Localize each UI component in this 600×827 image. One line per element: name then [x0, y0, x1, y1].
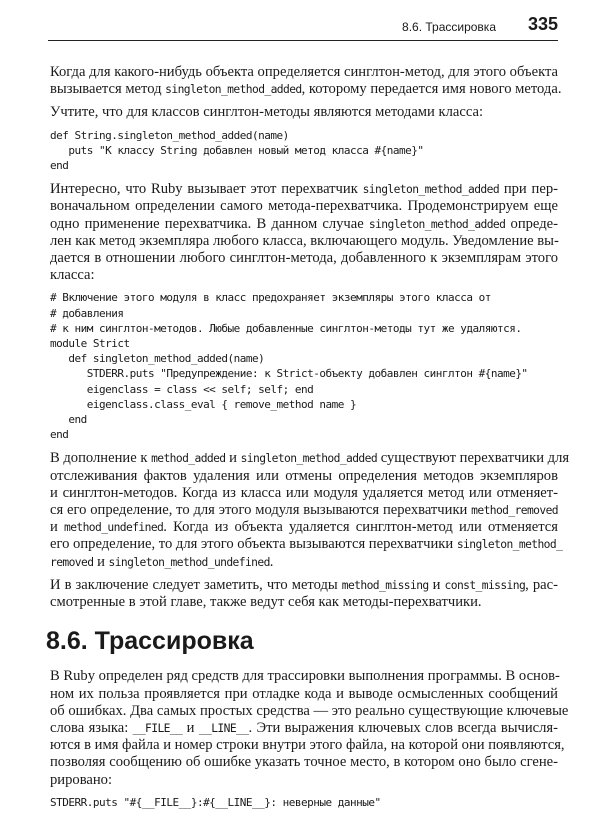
paragraph: [50, 668, 569, 788]
page-header: [48, 14, 558, 41]
text-run: и: [428, 576, 445, 593]
paragraph: [50, 577, 558, 611]
text-line: [50, 468, 558, 485]
inline-code: method_removed: [471, 504, 558, 518]
text-line: [50, 720, 558, 737]
text-run: В Ruby определен ряд средств для трассировки выполнения программы. В основ-: [50, 668, 560, 685]
text-run: Учтите, что для классов синглтон-методы являются методами класса:: [50, 104, 484, 121]
inline-code: removed: [50, 555, 94, 569]
inline-code: method_missing: [341, 578, 429, 592]
text-run: и: [93, 553, 109, 570]
text-line: [50, 485, 558, 502]
page-number: 335: [527, 14, 558, 34]
code-line: # Включение этого модуля в класс предохраняет экземпляры этого класса от: [50, 291, 491, 305]
text-line: [50, 754, 558, 771]
text-line: [50, 737, 565, 754]
paragraph: [50, 450, 570, 570]
text-run: и синглтон-методов. Когда из класса или модуля удаляется метод или отменяет-: [50, 484, 558, 501]
code-line: # к ним синглтон-методов. Любые добавленные синглтон-методы тут же удаляются.: [50, 321, 522, 335]
text-line: [50, 577, 558, 594]
paragraph: [50, 64, 562, 98]
text-run: существуют перехватчики для: [377, 450, 570, 467]
text-run: опреде-: [505, 215, 558, 232]
text-line: [50, 686, 558, 703]
paragraph: [50, 104, 558, 121]
text-line: [50, 450, 570, 467]
text-run: рировано:: [50, 771, 113, 788]
text-run: дается в отношении любого синглтон-метода, добавленного к экземплярам этого: [50, 250, 558, 267]
code-line: # добавления: [50, 306, 124, 320]
text-line: [50, 250, 558, 267]
text-run: и: [50, 519, 64, 536]
text-line: [50, 181, 558, 198]
text-run: слова языка:: [50, 719, 133, 736]
text-run: ном их польза проявляется при отладке кода и выводе осмысленных сообщений: [50, 685, 558, 702]
text-run: лен как метод экземпляра любого класса, включающего модуль. Уведомление вы-: [50, 232, 559, 249]
text-line: [50, 81, 562, 98]
text-line: [50, 536, 563, 553]
page-body: [46, 64, 570, 818]
text-run: его определение, то для этого объекта вызываются перехватчики: [50, 536, 457, 553]
text-run: .: [269, 553, 274, 570]
text-run: отслеживания фактов удаления или отмены определения методов экземпляров: [50, 467, 558, 484]
text-line: [50, 772, 558, 789]
code-line: end: [50, 159, 69, 173]
section-heading: 8.6. Трассировка: [46, 627, 254, 656]
text-run: В дополнение к: [50, 450, 152, 467]
text-run: смотренные в этой главе, также ведут себя как методы-перехватчики.: [50, 594, 482, 611]
text-line: [50, 502, 558, 519]
code-line: def singleton_method_added(name): [50, 352, 265, 366]
text-line: [50, 668, 558, 685]
inline-code: const_missing: [444, 578, 526, 592]
code-line: STDERR.puts "Предупреждение: к Strict-объекту добавлен синглтон #{name}": [50, 367, 528, 381]
code-block: [50, 795, 558, 810]
text-line: [50, 702, 569, 720]
text-run: , которому передается имя нового метода.: [301, 81, 562, 98]
inline-code: singleton_method_added: [362, 183, 500, 197]
text-run: воначальном определении самого метода-перехватчика. Продемонстрируем еще: [50, 198, 558, 215]
code-line: eigenclass.class_eval { remove_method name }: [50, 397, 357, 411]
text-run: ются в имя файла и номер строки внутри этого файла, на которой они появляются,: [50, 737, 565, 754]
inline-code: singleton_method_: [456, 538, 563, 552]
text-line: [50, 594, 558, 611]
text-line: [50, 64, 558, 81]
code-block: [50, 128, 558, 174]
code-line: STDERR.puts "#{__FILE__}:#{__LINE__}: неверные данные": [50, 795, 381, 809]
text-line: [50, 216, 558, 233]
text-run: вызывается метод: [50, 81, 166, 98]
text-run: при пер-: [499, 181, 558, 198]
inline-code: __LINE__: [198, 721, 249, 735]
text-run: , рас-: [525, 576, 558, 593]
inline-code: method_added: [151, 452, 226, 466]
inline-code: singleton_method_undefined: [108, 555, 270, 569]
text-line: [50, 519, 558, 536]
code-line: end: [50, 428, 69, 442]
running-title: 8.6. Трассировка: [402, 20, 496, 34]
text-line: [50, 104, 558, 121]
paragraph: [50, 181, 558, 284]
text-run: Интересно, что Ruby вызывает этот перехватчик: [50, 181, 363, 198]
code-line: eigenclass = class << self; self; end: [50, 382, 314, 396]
text-line: [50, 554, 558, 571]
text-run: и: [182, 719, 199, 736]
inline-code: singleton_method_added: [240, 452, 378, 466]
code-line: end: [50, 413, 87, 427]
text-line: [50, 198, 558, 215]
inline-code: singleton_method_added: [165, 83, 302, 97]
code-block: [50, 290, 558, 442]
code-line: module Strict: [50, 337, 130, 351]
text-run: и: [225, 450, 241, 467]
code-line: puts "К классу String добавлен новый метод класса #{name}": [50, 143, 424, 157]
inline-code: method_undefined: [64, 521, 164, 535]
text-run: И в заключение следует заметить, что методы: [50, 576, 342, 593]
inline-code: __FILE__: [132, 721, 183, 735]
text-line: [50, 233, 558, 250]
inline-code: singleton_method_added: [368, 217, 506, 231]
text-run: позволяя сообщению об ошибке указать точное место, в котором оно было сгене-: [50, 754, 558, 771]
text-run: одно применение перехватчика. В данном случае: [50, 215, 369, 232]
text-run: Когда для какого-нибудь объекта определяется синглтон-метод, для этого объекта: [50, 64, 558, 80]
text-run: класса:: [50, 267, 95, 284]
text-run: об ошибках. Два самых простых средства — это реально существующие ключевые: [50, 702, 569, 719]
text-run: . Когда из объекта удаляется синглтон-метод или отменяется: [163, 519, 558, 536]
text-line: [50, 267, 558, 284]
text-run: . Эти выражения ключевых слов всегда вычисля-: [248, 719, 558, 736]
text-run: ся его определение, то для этого модуля вызываются перехватчики: [50, 502, 472, 519]
code-line: def String.singleton_method_added(name): [50, 128, 289, 142]
